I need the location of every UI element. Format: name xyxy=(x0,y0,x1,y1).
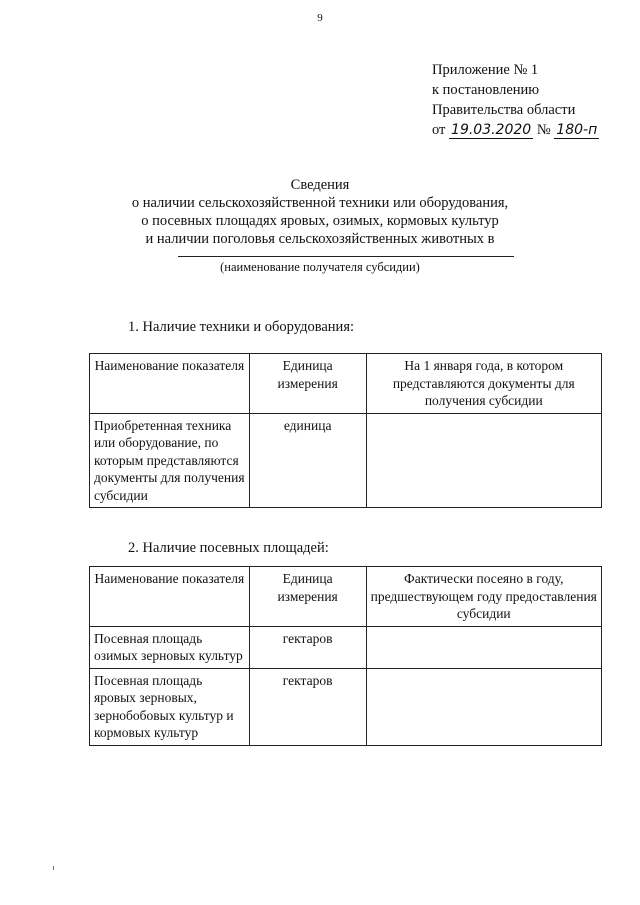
sown-areas-table xyxy=(89,566,602,746)
equipment-table xyxy=(89,353,602,508)
date-prefix: от xyxy=(432,122,446,138)
document-title xyxy=(0,176,640,248)
title-line-3: и наличии поголовья сельскохозяйственных животных в xyxy=(145,231,495,247)
row-indicator: Приобретенная техника или оборудование, по которым представляются документы для получения субсидии xyxy=(90,413,250,508)
recipient-blank-line xyxy=(178,256,514,257)
row-indicator: Посевная площадь яровых зерновых, зернобобовых культур и кормовых культур xyxy=(90,668,250,745)
title-line-2: о посевных площадях яровых, озимых, кормовых культур xyxy=(141,213,499,229)
row-value-cell[interactable] xyxy=(366,626,601,668)
row-unit: гектаров xyxy=(249,668,366,745)
table-row xyxy=(90,626,602,668)
header-value: На 1 января года, в котором представляются документы для получения субсидии xyxy=(366,354,601,414)
row-unit: единица xyxy=(249,413,366,508)
appendix-date-line xyxy=(432,120,599,140)
page-number: 9 xyxy=(317,12,323,24)
appendix-authority: Правительства области xyxy=(432,102,576,118)
table-row xyxy=(90,668,602,745)
handwritten-number: 180-п xyxy=(556,122,598,138)
row-value-cell[interactable] xyxy=(366,413,601,508)
recipient-caption: (наименование получателя субсидии) xyxy=(220,260,420,274)
header-unit: Единица измерения xyxy=(249,567,366,627)
header-indicator: Наименование показателя xyxy=(90,567,250,627)
appendix-block xyxy=(432,60,599,140)
table-row xyxy=(90,413,602,508)
row-indicator: Посевная площадь озимых зерновых культур xyxy=(90,626,250,668)
appendix-title: Приложение № 1 xyxy=(432,62,539,78)
title-line-1: о наличии сельскохозяйственной техники или оборудования, xyxy=(131,195,509,211)
scan-artifact xyxy=(53,866,54,870)
handwritten-date: 19.03.2020 xyxy=(451,122,532,138)
table-header-row xyxy=(90,567,602,627)
number-prefix: № xyxy=(536,122,551,138)
appendix-reference: к постановлению xyxy=(432,82,540,98)
section-1-heading: 1. Наличие техники и оборудования: xyxy=(128,319,355,335)
row-unit: гектаров xyxy=(249,626,366,668)
header-indicator: Наименование показателя xyxy=(90,354,250,414)
header-unit: Единица измерения xyxy=(249,354,366,414)
table-header-row xyxy=(90,354,602,414)
row-value-cell[interactable] xyxy=(366,668,601,745)
section-2-heading: 2. Наличие посевных площадей: xyxy=(128,540,329,556)
title-heading: Сведения xyxy=(290,177,350,193)
header-value: Фактически посеяно в году, предшествующем году предоставления субсидии xyxy=(366,567,601,627)
